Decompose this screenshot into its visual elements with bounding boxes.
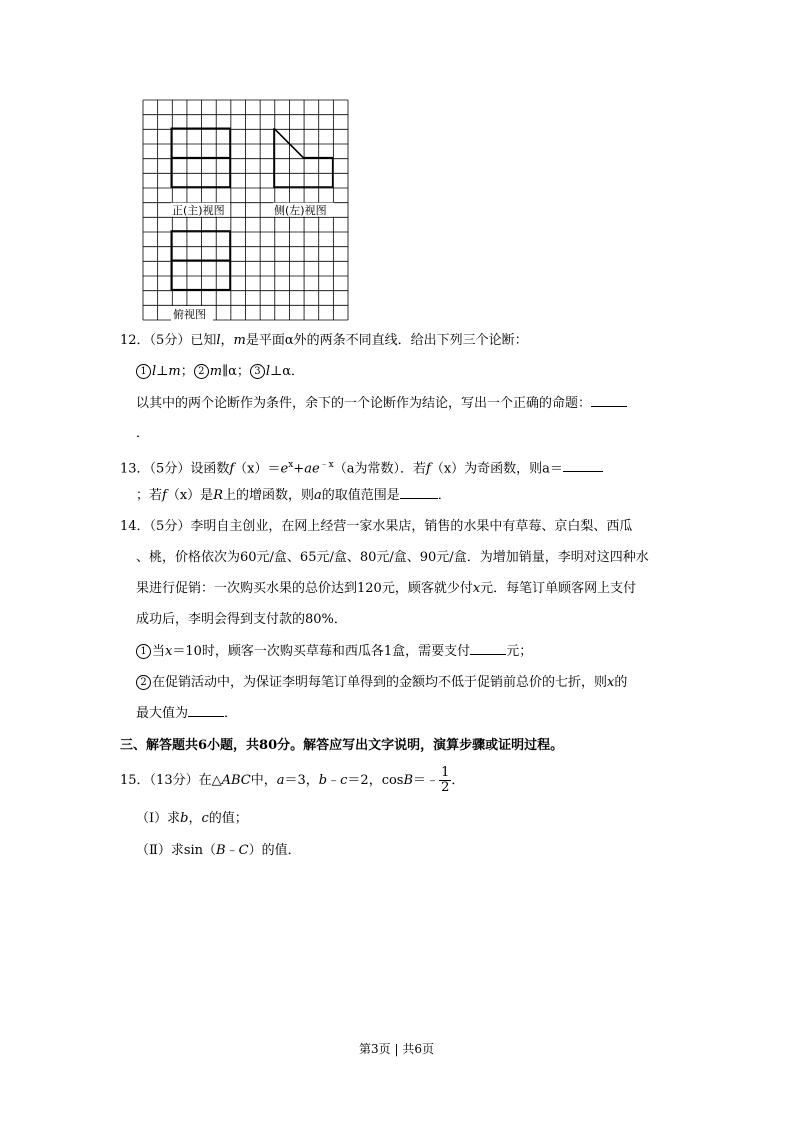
q13-line2: ；若f（x）是R上的增函数，则a的取值范围是 ． [136,488,451,503]
q14-part2: 2 在促销活动中，为保证李明每笔订单得到的金额均不低于促销前总价的七折，则x的 [136,673,627,693]
q14-line4: 成功后，李明会得到支付款的80%． [136,612,347,627]
q14-part1: 1 当x＝10时，顾客一次购买草莓和西瓜各1盒，需要支付 元； [136,642,532,662]
side-view-shape [274,128,333,187]
q14-line3: 果进行促销：一次购买水果的总价达到120元，顾客就少付x元．每笔订单顾客网上支付 [136,581,637,596]
circled-3: 3 [250,364,265,379]
fraction-one-half: $\frac{1}{2}$ [441,765,450,795]
question-number: 13． [120,461,150,477]
section-heading: 三、解答题共6小题，共80分。解答应写出文字说明，演算步骤或证明过程。 [120,738,564,753]
answer-blank-max[interactable] [188,704,224,717]
circled-2: 2 [194,364,209,379]
q14-line2: 、桃，价格依次为60元/盒、65元/盒、80元/盒、90元/盒．为增加销量，李明对这四种水 [136,550,649,565]
q12-end: ． [136,426,150,441]
page-footer: 第3页 | 共6页 [359,1042,434,1056]
circled-2: 2 [136,675,151,690]
q15-part1: （Ⅰ）求b，c的值； [136,811,248,826]
question-number: 15． [120,773,150,788]
q15-stem: 15．（13分）在△ABC中，a＝3，b﹣c＝2，cosB＝﹣ $\frac{1}{2}$ ． [120,765,465,795]
q13-stem: 13．（5分）设函数$f(x)=e^x+ae^{﹣x}(a$为常数）．若f（x）为奇函数，则a＝ [120,455,603,479]
answer-blank-range[interactable] [400,486,438,499]
front-view-label: 正(主)视图 [172,204,225,217]
top-view-label: 俯视图 [173,308,206,321]
q14-line1: 14．（5分）李明自主创业，在网上经营一家水果店，销售的水果中有草莓、京白梨、西瓜 [120,519,633,534]
q12-instruction: 以其中的两个论断作为条件，余下的一个论断作为结论，写出一个正确的命题： [136,394,627,414]
score: （5分） [149,333,191,348]
q12-stem: 12．（5分）已知l，m是平面α外的两条不同直线．给出下列三个论断： [120,333,528,348]
answer-blank[interactable] [591,394,627,407]
q15-part2: （Ⅱ）求sin（B﹣C）的值． [136,843,301,858]
circled-1: 1 [136,644,151,659]
q12-statements: 1 l⊥m； 2 m∥α； 3 l⊥α． [136,362,304,382]
q14-part2-end: 最大值为 ． [136,706,238,721]
three-view-figure [142,99,350,322]
circled-1: 1 [136,364,151,379]
question-number: 12． [120,333,150,348]
question-number: 14． [120,519,150,534]
side-view-label: 侧(左)视图 [274,204,327,217]
answer-blank-payment[interactable] [470,642,506,655]
answer-blank-a[interactable] [563,459,603,472]
